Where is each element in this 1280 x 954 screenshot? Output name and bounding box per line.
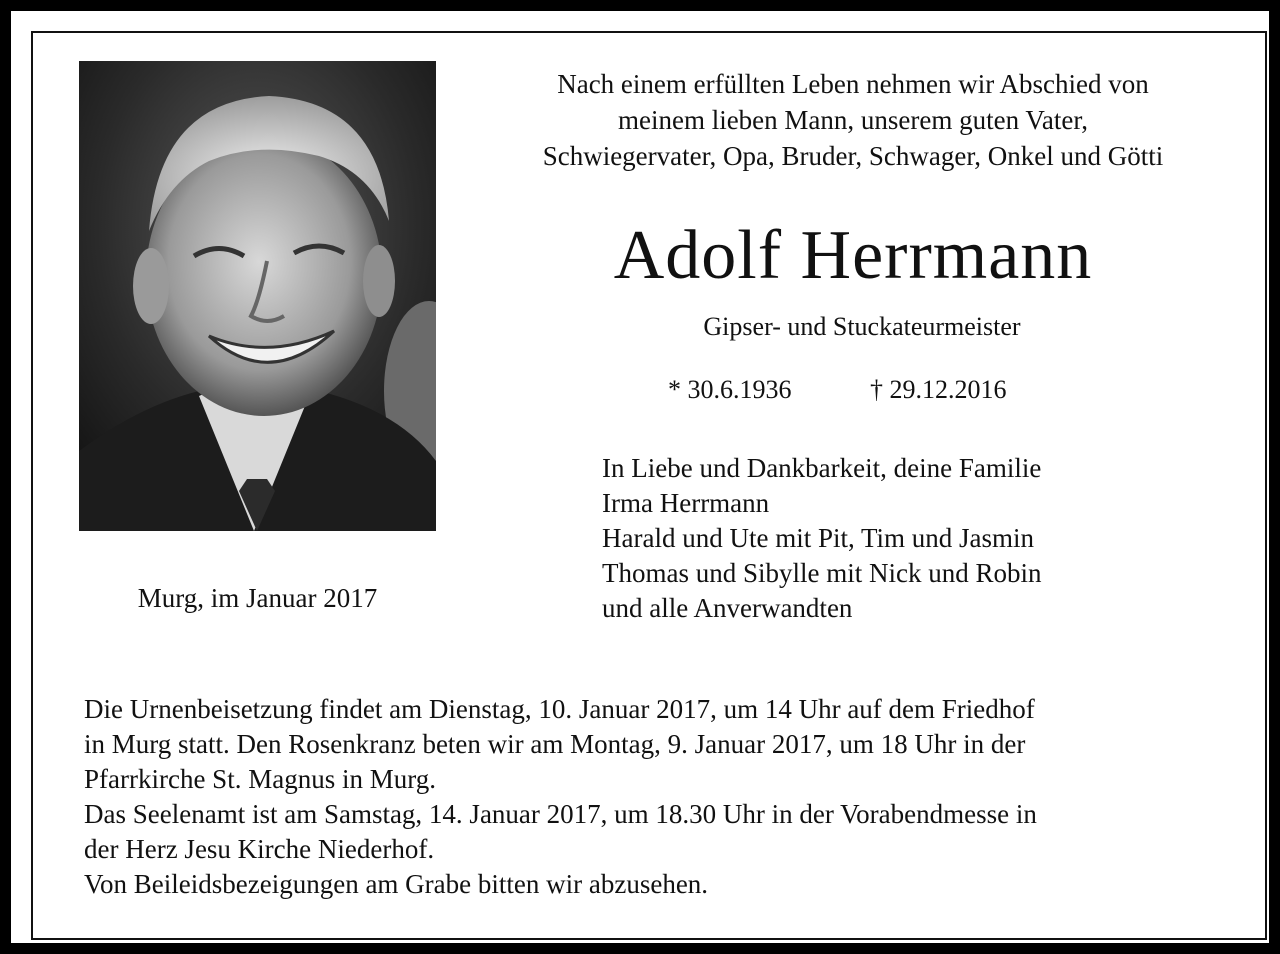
notice-line: Das Seelenamt ist am Samstag, 14. Januar 2017, um 18.30 Uhr in der Vorabendmesse in — [84, 799, 1037, 829]
deceased-name: Adolf Herrmann — [613, 217, 1093, 294]
family-line: Thomas und Sibylle mit Nick und Robin — [602, 558, 1042, 588]
family-line: Harald und Ute mit Pit, Tim und Jasmin — [602, 523, 1035, 553]
intro-line: Nach einem erfüllten Leben nehmen wir Abschied von — [557, 69, 1149, 99]
funeral-notice — [84, 692, 1037, 902]
portrait-photo — [79, 61, 436, 531]
family-line: Irma Herrmann — [602, 488, 770, 518]
profession: Gipser- und Stuckateurmeister — [703, 312, 1021, 341]
notice-line: in Murg statt. Den Rosenkranz beten wir am Montag, 9. Januar 2017, um 18 Uhr in der — [84, 729, 1026, 759]
intro-text — [462, 66, 1244, 174]
birth-date: * 30.6.1936 — [668, 375, 792, 404]
intro-line: meinem lieben Mann, unserem guten Vater, — [617, 105, 1089, 135]
notice-line: Pfarrkirche St. Magnus in Murg. — [84, 764, 436, 794]
death-date: † 29.12.2016 — [870, 375, 1007, 404]
family-line: In Liebe und Dankbarkeit, deine Familie — [602, 453, 1042, 483]
place-date-caption: Murg, im Januar 2017 — [137, 583, 378, 613]
family-line: und alle Anverwandten — [602, 593, 853, 623]
family-signature — [602, 451, 1042, 626]
notice-line: Von Beileidsbezeigungen am Grabe bitten wir abzusehen. — [84, 869, 709, 899]
notice-line: der Herz Jesu Kirche Niederhof. — [84, 834, 435, 864]
intro-line: Schwiegervater, Opa, Bruder, Schwager, Onkel und Götti — [542, 141, 1164, 171]
notice-line: Die Urnenbeisetzung findet am Dienstag, 10. Januar 2017, um 14 Uhr auf dem Friedhof — [84, 694, 1035, 724]
